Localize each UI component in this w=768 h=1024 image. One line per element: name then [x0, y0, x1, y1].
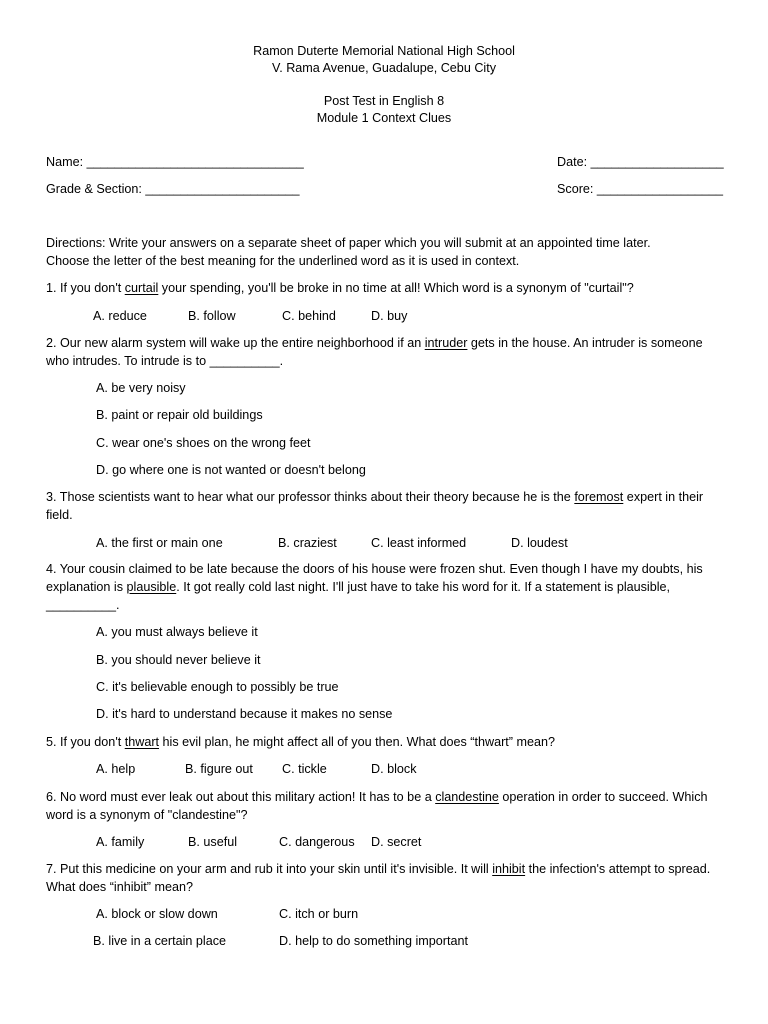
underlined-word: intruder	[424, 336, 468, 350]
option-5d: D. block	[371, 762, 417, 776]
date-field: Date: ___________________	[557, 155, 724, 169]
option-3d: D. loudest	[511, 536, 568, 550]
question-4: 4. Your cousin claimed to be late because the doors of his house were frozen shut. Even though I have my doubts, his explanation is plausible. It got really cold last night. I'll just have to take his word for it. If a statement is plausible, __________.	[46, 562, 703, 612]
name-field: Name: _______________________________	[46, 155, 304, 169]
underlined-word: inhibit	[492, 862, 526, 876]
option-1b: B. follow	[188, 309, 236, 323]
option-6c: C. dangerous	[279, 835, 355, 849]
module-title: Module 1 Context Clues	[316, 111, 452, 125]
option-7b: B. live in a certain place	[93, 934, 227, 948]
option-1c: C. behind	[282, 309, 336, 323]
directions-line-2: Choose the letter of the best meaning for the underlined word as it is used in context.	[46, 254, 520, 268]
question-6: 6. No word must ever leak out about this military action! It has to be a clandestine operation in order to succeed. Which word is a synonym of "clandestine"?	[46, 790, 708, 822]
option-1a: A. reduce	[93, 309, 147, 323]
option-2b: B. paint or repair old buildings	[96, 408, 263, 422]
option-6b: B. useful	[188, 835, 238, 849]
option-4d: D. it's hard to understand because it makes no sense	[96, 707, 393, 721]
option-3c: C. least informed	[371, 536, 467, 550]
underlined-word: curtail	[124, 281, 159, 295]
option-2d: D. go where one is not wanted or doesn't belong	[96, 463, 366, 477]
option-5b: B. figure out	[185, 762, 253, 776]
option-2c: C. wear one's shoes on the wrong feet	[96, 436, 311, 450]
option-7c: C. itch or burn	[279, 907, 359, 921]
option-3a: A. the first or main one	[96, 536, 223, 550]
score-field: Score: __________________	[557, 182, 723, 196]
question-7: 7. Put this medicine on your arm and rub it into your skin until it's invisible. It will inhibit the infection's attempt to spread. What does “inhibit” mean?	[46, 862, 711, 894]
option-5a: A. help	[96, 762, 136, 776]
question-5: 5. If you don't thwart his evil plan, he might affect all of you then. What does “thwart” mean?	[46, 735, 555, 749]
option-5c: C. tickle	[282, 762, 327, 776]
option-3b: B. craziest	[278, 536, 337, 550]
option-6a: A. family	[96, 835, 145, 849]
school-name: Ramon Duterte Memorial National High School	[253, 44, 515, 58]
directions-line-1: Directions: Write your answers on a separate sheet of paper which you will submit at an appointed time later.	[46, 236, 651, 250]
question-1: 1. If you don't curtail your spending, you'll be broke in no time at all! Which word is a synonym of "curtail"?	[46, 281, 634, 295]
option-4c: C. it's believable enough to possibly be true	[96, 680, 339, 694]
underlined-word: plausible	[126, 580, 177, 594]
question-2: 2. Our new alarm system will wake up the entire neighborhood if an intruder gets in the house. An intruder is someone who intrudes. To intrude is to __________.	[46, 336, 703, 368]
option-2a: A. be very noisy	[96, 381, 186, 395]
underlined-word: clandestine	[435, 790, 499, 804]
option-4a: A. you must always believe it	[96, 625, 258, 639]
option-7a: A. block or slow down	[96, 907, 218, 921]
school-address: V. Rama Avenue, Guadalupe, Cebu City	[271, 61, 497, 75]
option-7d: D. help to do something important	[279, 934, 469, 948]
option-4b: B. you should never believe it	[96, 653, 261, 667]
underlined-word: foremost	[574, 490, 624, 504]
option-6d: D. secret	[371, 835, 422, 849]
underlined-word: thwart	[124, 735, 160, 749]
option-1d: D. buy	[371, 309, 408, 323]
question-3: 3. Those scientists want to hear what our professor thinks about their theory because he is the foremost expert in their field.	[46, 490, 704, 522]
grade-section-field: Grade & Section: ______________________	[46, 182, 300, 196]
test-title: Post Test in English 8	[323, 94, 445, 108]
